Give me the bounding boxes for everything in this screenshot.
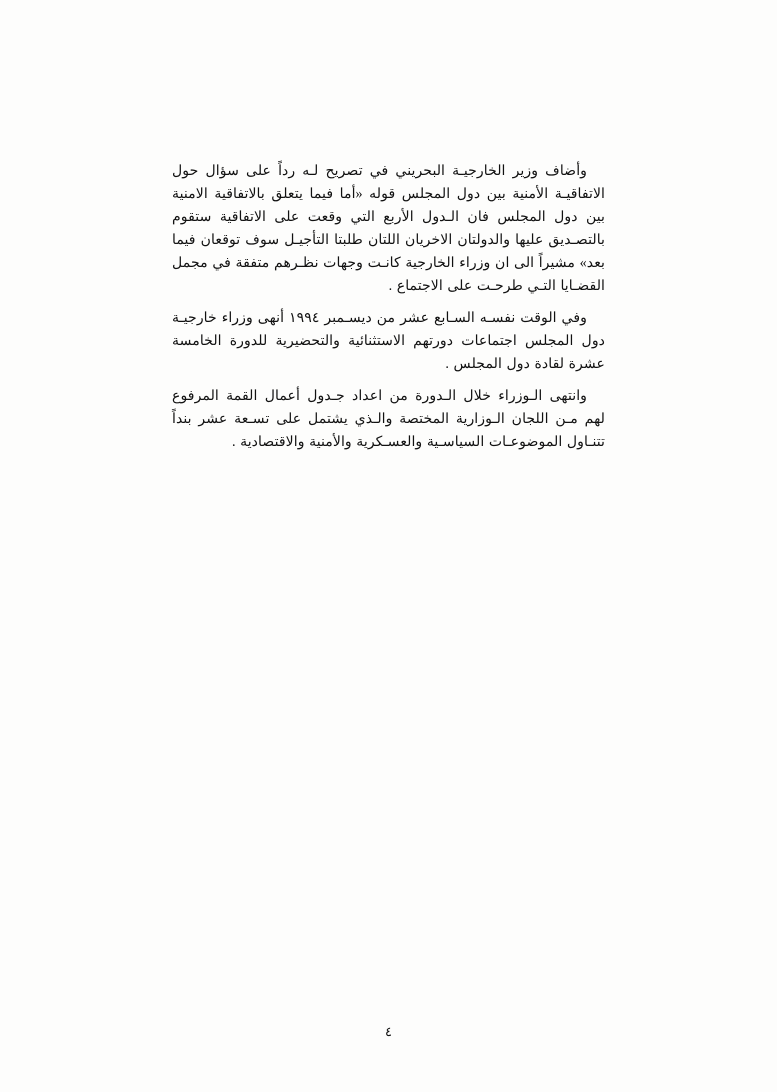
page-number: ٤ (385, 1024, 392, 1039)
paragraph-3: وانتهى الـوزراء خلال الـدورة من اعداد جـدول أعمال القمة المرفوع لهم مـن اللجان الـوزارية المختصة والـذي يشتمل على تسـعة عشر بنداً تتنـاول الموضوعـات السياسـية والعسـكرية والأمنية والاقتصادية . (172, 388, 605, 450)
paragraph-2: وفي الوقت نفسـه السـابع عشر من ديسـمبر ١٩٩٤ أنهى وزراء خارجيـة دول المجلس اجتماعات دورتهم الاستثنائية والتحضيرية للدورة الخامسة عشرة لقادة دول المجلس . (172, 310, 605, 372)
document-body (172, 160, 605, 463)
paragraph-1: وأضاف وزير الخارجيـة البحريني في تصريح لـه رداً على سؤال حول الاتفاقيـة الأمنية بين دول المجلس قوله «أما فيما يتعلق بالاتفاقية الامنية بين دول المجلس فان الـدول الأربع التي وقعت على الاتفاقية ستقوم بالتصـديق عليها والدولتان الاخريان اللتان طلبتا التأجيـل سوف توقعان فيما بعد» مشيراً الى ان وزراء الخارجية كانـت وجهات نظـرهم متفقة في مجمل القضـايا التـي طرحـت على الاجتماع . (172, 163, 605, 294)
